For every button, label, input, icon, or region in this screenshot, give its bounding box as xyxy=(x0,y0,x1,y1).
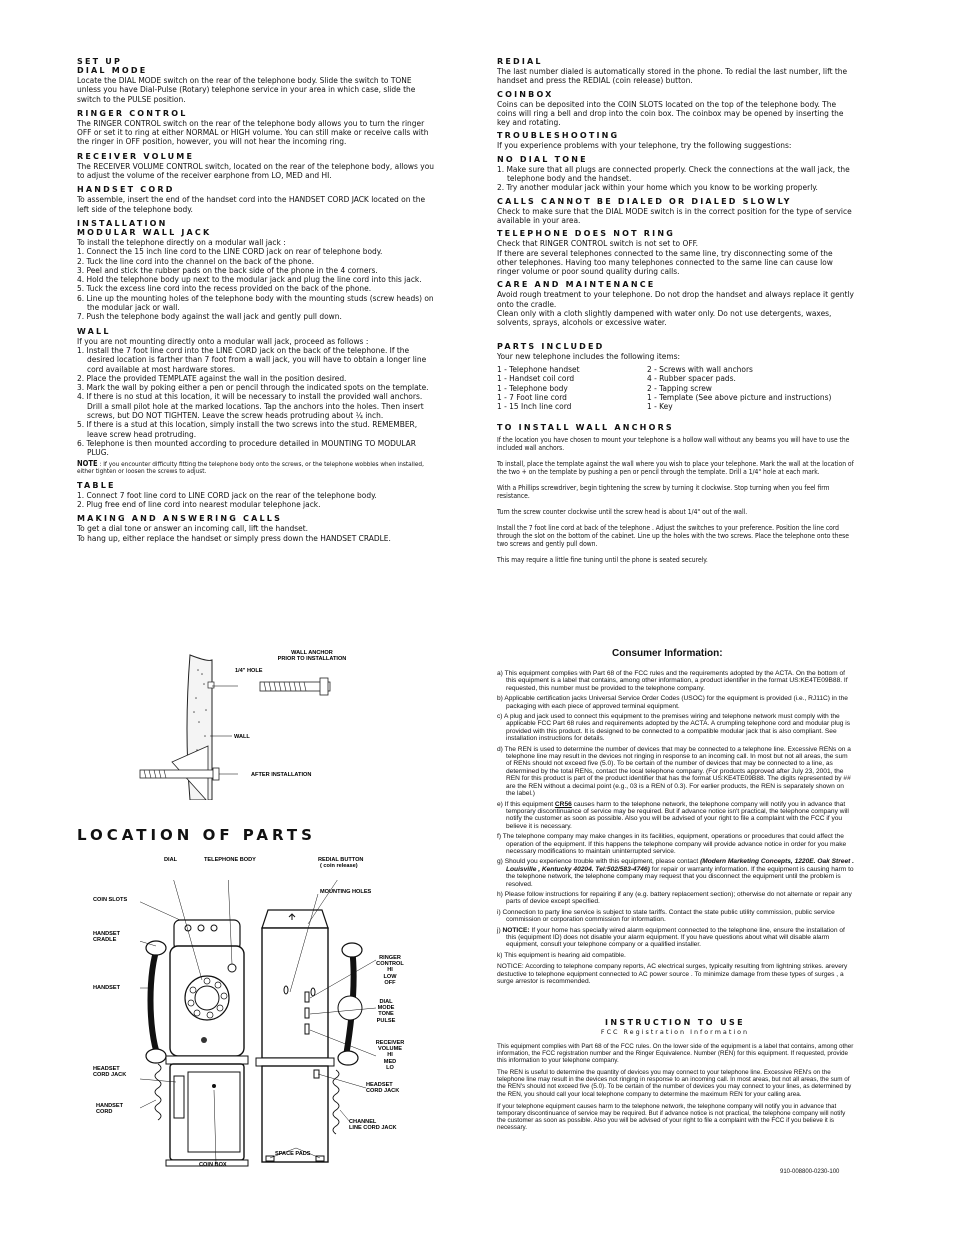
redial-text: The last number dialed is automatically stored in the phone. To redial the last number, lift the handset and press the REDIAL (coin release) button. xyxy=(497,66,848,86)
surge-notice: NOTICE: According to telephone company reports, AC electrical surges, typically resulting from lightning strikes. arevery destuctive to telephone equipment connected to AC power source . To minimize damage from these types of surges , a surge arrestor is recommended. xyxy=(497,963,848,986)
list-item: 2. Plug free end of line cord into nearest modular telephone jack. xyxy=(77,498,321,509)
anchors-para: If the location you have chosen to mount your telephone is a hollow wall without any beams you will have to use the included wall anchors. xyxy=(497,436,850,453)
label-receiver-volume: RECEIVER VOLUME HI MED LO xyxy=(375,1040,405,1071)
receiver-heading: RECEIVER VOLUME xyxy=(77,151,195,161)
instruction-text xyxy=(497,1043,854,1131)
modular-intro: To install the telephone directly on a modular wall jack : xyxy=(77,236,286,247)
hole-label: 1/4" HOLE xyxy=(235,668,263,674)
consumer-item: g) Should you experience trouble with this equipment, please contact (Modern Marketing Concepts, 1220E. Oak Street . Louisville , Kentucky 40204. Tel:502/583-4746) for repair or warranty information. If the equipment is causing harm to the telephone network, the telephone company may request that you disconnect the equipment until the problem is resolved. xyxy=(497,858,854,888)
instruction-para: This equipment complies with Part 68 of the FCC rules. On the lower side of the equipment is a label that contains, among other information, the FCC registration number and the Ringer Equivalence. Number (REN) for this equipment. If requested, provide this information to your telephone company. xyxy=(497,1043,854,1065)
trouble-heading: TROUBLESHOOTING xyxy=(497,131,620,141)
list-item: 4 - Rubber spacer pads. xyxy=(647,373,736,384)
list-item: 3. Mark the wall by poking either a pen or pencil through the indicated spots on the template. xyxy=(77,382,429,393)
label-mounting-holes: MOUNTING HOLES xyxy=(320,889,372,895)
list-item: 1. Connect the 15 inch line cord to the LINE CORD jack on rear of telephone body. xyxy=(77,246,383,257)
parts-intro: Your new telephone includes the following items: xyxy=(497,350,681,361)
list-item: 3. Peel and stick the rubber pads on the back side of the phone in the 4 corners. xyxy=(77,264,378,275)
modular-steps xyxy=(77,247,434,321)
coinbox-heading: COINBOX xyxy=(497,89,554,99)
care-line: Avoid rough treatment to your telephone. Do not drop the handset and always replace it gently onto the cradle. xyxy=(497,289,854,309)
list-item: 2. Tuck the line cord into the channel on the back of the phone. xyxy=(77,255,314,266)
calls-heading: CALLS CANNOT BE DIALED OR DIALED SLOWLY xyxy=(497,196,792,206)
list-item: 7. Push the telephone body against the wall jack and gently pull down. xyxy=(77,311,342,322)
document-number: 910-008800-0230-100 xyxy=(780,1169,840,1175)
label-coin-slots: COIN SLOTS xyxy=(93,897,128,903)
list-item: 1. Make sure that all plugs are connected properly. Check the connections at the wall jack, the telephone body and the handset. xyxy=(497,163,850,184)
redial-heading: REDIAL xyxy=(497,57,543,66)
notring-line: If there are several telephones connected to the same line, try disconnecting some of the other telephones. Having too many telephones connected to the same line can cause low ringer volume or poor sound quality during calls. xyxy=(497,247,833,277)
coinbox-text: Coins can be deposited into the COIN SLOTS located on the top of the telephone body. The coins will ring a bell and drop into the coin box. The coinbox may be opened by inserting the key and rotating. xyxy=(497,98,844,128)
calls-text: Check to make sure that the DIAL MODE switch is in the correct position for the type of service available in your area. xyxy=(497,205,852,225)
label-handset-cord: HANDSET CORD xyxy=(96,1103,124,1116)
instruction-para: If your telephone equipment causes harm to the telephone network, the telephone company will notify you in advance that temporary discontinuance of service may be required. But if advance notice is not practical, the telephone company will notify the customer as soon as possible. Also you will be advised of your right to file a complaint with the FCC if you believe it is necessary. xyxy=(497,1102,846,1131)
label-headset-cord-jack-right: HEADSET CORD JACK xyxy=(366,1082,400,1095)
list-item: 2. Try another modular jack within your home which you know to be working properly. xyxy=(497,182,818,193)
note xyxy=(77,460,434,476)
consumer-item: f) The telephone company may make changes in its facilities, equipment, operations or procedures that could affect the operation of the equipment. If this happens the telephone company will provide advance notice in order for you make necessary modifications to maintain uninterrupted service. xyxy=(497,833,847,855)
consumer-item: i) Connection to party line service is subject to state tariffs. Contact the state public utility commission, public service commission or corporation commission for information. xyxy=(497,908,835,924)
label-dial: DIAL xyxy=(164,857,178,863)
consumer-item: a) This equipment complies with Part 68 of the FCC rules and the requirements adopted by the ACTA. On the bottom of this equipment is a label that contains, among other information, a product identifier in the format US:KE4TE09B88. If requested, this number must be provided to the telephone company. xyxy=(497,670,848,692)
equipment-code: CR56 xyxy=(554,800,572,808)
label-handset: HANDSET xyxy=(93,985,121,991)
receiver-text: The RECEIVER VOLUME CONTROL switch, located on the rear of the telephone body, allows you to adjust the volume of the receiver earphone from LO, MED and HI. xyxy=(77,160,435,181)
label-channel: CHANNEL LINE CORD JACK xyxy=(349,1119,397,1132)
label-coin-box: COIN BOX xyxy=(199,1162,227,1168)
table-steps xyxy=(77,491,434,510)
list-item: 1 - Telephone handset xyxy=(497,363,580,374)
anchors-para: With a Phillips screwdriver, begin tightening the screw by turning it clockwise. Stop turning when you feel firm resistance. xyxy=(497,484,830,501)
label-telephone-body: TELEPHONE BODY xyxy=(204,857,256,863)
label-redial-button: REDIAL BUTTON xyxy=(318,857,364,863)
dial-mode-text: Locate the DIAL MODE switch on the rear of the telephone body. Slide the switch to TONE unless you have Dial-Pulse (Rotary) telephone service in your area in which case, slide the switch to the PULSE position. xyxy=(77,75,416,104)
consumer-item: k) This equipment is hearing aid compatible. xyxy=(497,951,626,959)
consumer-item: h) Please follow instructions for repairing if any (e.g. battery replacement section); otherwise do not alternate or repair any parts of device except specified. xyxy=(497,890,852,906)
list-item: 1 - Handset coil cord xyxy=(497,373,575,384)
list-item: 2. Place the provided TEMPLATE against the wall in the position desired. xyxy=(77,372,347,383)
phone-diagram xyxy=(140,880,380,1170)
wall-anchor-label: WALL ANCHOR PRIOR TO INSTALLATION xyxy=(277,650,347,663)
list-item: 1 - 7 Foot line cord xyxy=(497,391,567,402)
right-column xyxy=(497,54,854,572)
location-title: LOCATION OF PARTS xyxy=(77,826,316,844)
parts-list xyxy=(497,365,854,411)
wall-intro: If you are not mounting directly onto a modular wall jack, proceed as follows : xyxy=(77,335,369,346)
list-item: 1 - Key xyxy=(647,401,673,412)
instruction-header xyxy=(497,1018,853,1036)
note-label: NOTE xyxy=(77,458,98,468)
consumer-item: c) A plug and jack used to connect this equipment to the premises wiring and telephone network must comply with the applicable FCC Part 68 rules and requirements adopted by the ACTA. A crumpling telephone cord and modular plug is provided with this product. It is designed to be connected to a compatible modular jack that is also compliant. See installation instructions for details. xyxy=(497,713,851,743)
anchors-para: To install, place the template against the wall where you wish to place your telephone. Mark the wall at the location of the two + on the template by pushing a pen or pencil through the template. Drill a 1/4" hole at each mark. xyxy=(497,460,854,477)
anchors-text xyxy=(497,436,854,564)
list-item: 1 - Template (See above picture and instructions) xyxy=(647,391,832,402)
notice-label: NOTICE: xyxy=(502,926,530,934)
list-item: 1 - Telephone body xyxy=(497,382,568,393)
consumer-item: d) The REN is used to determine the number of devices that may be connected to a telephone line. Excessive RENs on a telephone line may result in the devices not ringing in response to an incoming call. In most but not all areas, the sum of RENs should not exceed five (5.0). To be certain of the number of devices that may be connected to a line, as determined by the total RENs, contact the local telephone company. (For products approved after July 23, 2001, the REN for this product is part of the product identifier that has the format US:KE4TE09B88. The digits represented by ## are the REN without a decimal point (e.g., 03 is a REN of 0.3). For earlier products, the REN is separately shown on the label.) xyxy=(497,745,851,798)
contact-address: (Modern Marketing Concepts, 1220E. Oak Street . Louisville , Kentucky 40204. Tel:502/583-4746) xyxy=(506,858,854,873)
instruction-subtitle: FCC Registration Information xyxy=(600,1028,750,1036)
anchors-para: This may require a little fine tuning until the phone is seated securely. xyxy=(497,556,708,565)
list-item: 1. Install the 7 foot line cord into the LINE CORD jack on the back of the telephone. If the desired location is farther than 7 foot from a wall jack, you will have to obtain a longer line cord available at most hardware stores. xyxy=(77,344,427,374)
label-space-pads: SPACE PADS xyxy=(275,1151,311,1157)
anchors-para: Install the 7 foot line cord at back of the telephone . Adjust the switches to your preference. Position the line cord through the slot on the bottom of the cabinet. Line up the holes with the two screws. Place the telephone onto these two screws and gently pull down. xyxy=(497,524,849,549)
label-coin-release: ( coin release) xyxy=(320,863,358,869)
list-item: 1 - 15 Inch line cord xyxy=(497,401,572,412)
table-heading: TABLE xyxy=(77,480,116,490)
consumer-item: e) If this equipment CR56 causes harm to the telephone network, the telephone company will notify you in advance that temporary discontinuance of service may be required. But if advance notice isn't practical, the telephone company will notify the customer as soon as possible. Also you will be advised of your right to file a complaint with the FCC if you believe it is necessary. xyxy=(497,800,849,830)
left-column xyxy=(77,54,434,543)
note-text: : If you encounter difficulty fitting the telephone body onto the screws, or the telephone wobbles when installed, either tighten or loosen the screws to adjust. xyxy=(77,459,424,476)
label-ringer-control: RINGER CONTROL HI LOW OFF xyxy=(376,955,404,986)
care-line: Clean only with a cloth slightly dampened with water only. Do not use detergents, waxes, solvents, sprays, alcohols or excessive water. xyxy=(497,308,832,328)
setup-heading: SET UP xyxy=(77,57,123,66)
handset-heading: HANDSET CORD xyxy=(77,185,175,195)
consumer-title: Consumer Information: xyxy=(612,648,723,659)
label-headset-cord-jack-left: HEADSET CORD JACK xyxy=(93,1066,127,1079)
consumer-item: b) Applicable certification jacks Universal Service Order Codes (USOC) for the equipment is provided (i.e., RJ11C) in the packaging with each piece of approved terminal equipment. xyxy=(497,695,848,710)
care-heading: CARE AND MAINTENANCE xyxy=(497,280,656,290)
ringer-heading: RINGER CONTROL xyxy=(77,108,188,118)
notring-heading: TELEPHONE DOES NOT RING xyxy=(497,229,675,239)
instruction-title: INSTRUCTION TO USE xyxy=(604,1018,746,1027)
nodial-steps xyxy=(497,165,854,193)
wall-steps xyxy=(77,346,434,458)
list-item: 5. Tuck the excess line cord into the recess provided on the back of the phone. xyxy=(77,283,372,294)
list-item: 4. If there is no stud at this location, it will be necessary to install the provided wall anchors. Drill a small pilot hole at the marked locations. Tap the anchors into the holes. Then insert screws, but DO NOT TIGHTEN. Leave the screw heads protruding about ¼ inch. xyxy=(77,391,424,421)
list-item: 4. Hold the telephone body up next to the modular jack and plug the line cord into this jack. xyxy=(77,274,422,285)
list-item: 1. Connect 7 foot line cord to LINE CORD jack on the rear of the telephone body. xyxy=(77,489,377,500)
modular-heading: MODULAR WALL JACK xyxy=(77,227,212,237)
wall-label: WALL xyxy=(234,734,250,740)
parts-heading: PARTS INCLUDED xyxy=(497,341,605,351)
making-line: To hang up, either replace the handset or simply press down the HANDSET CRADLE. xyxy=(77,532,391,543)
consumer-item: j) NOTICE: If your home has specially wired alarm equipment connected to the telephone line, ensure the installation of this (equipment ID) does not disable your alarm equipment. If you have questions about what will disable alarm equipment, consult your telephone company or a qualified installer. xyxy=(497,926,845,949)
making-line: To get a dial tone or answer an incoming call, lift the handset. xyxy=(77,523,309,534)
notring-line: Check that RINGER CONTROL switch is not set to OFF. xyxy=(497,238,698,249)
list-item: 6. Line up the mounting holes of the telephone body with the mounting studs (screw heads) on the modular jack or wall. xyxy=(77,292,434,313)
handset-text: To assemble, insert the end of the handset cord into the HANDSET CORD JACK located on the left side of the telephone body. xyxy=(77,194,426,214)
installation-heading: INSTALLATION xyxy=(77,218,168,228)
label-dial-mode: DIAL MODE TONE PULSE xyxy=(376,999,396,1024)
list-item: 6. Telephone is then mounted according to procedure detailed in MOUNTING TO MODULAR PLUG. xyxy=(77,437,416,458)
anchors-heading: TO INSTALL WALL ANCHORS xyxy=(497,423,674,433)
list-item: 5. If there is a stud at this location, simply install the two screws into the stud. REMEMBER, leave screw head protruding. xyxy=(77,419,418,439)
after-installation-label: AFTER INSTALLATION xyxy=(251,772,312,778)
list-item: 2 - Tapping screw xyxy=(647,382,712,393)
nodial-heading: NO DIAL TONE xyxy=(497,154,588,164)
parts-col2 xyxy=(647,365,831,411)
dial-mode-heading: DIAL MODE xyxy=(77,66,148,75)
making-heading: MAKING AND ANSWERING CALLS xyxy=(77,514,283,524)
list-item: 2 - Screws with wall anchors xyxy=(647,363,753,374)
parts-col1 xyxy=(497,365,647,411)
consumer-info xyxy=(497,670,854,985)
trouble-text: If you experience problems with your telephone, try the following suggestions: xyxy=(497,140,792,151)
ringer-text: The RINGER CONTROL switch on the rear of the telephone body allows you to turn the ringer OFF or set it to ring at either NORMAL or HIGH volume. You can still make or receive calls with the ringer in OFF position, however, you will not hear the incoming ring. xyxy=(77,117,429,147)
wall-heading: WALL xyxy=(77,326,111,336)
label-handset-cradle: HANDSET CRADLE xyxy=(93,931,121,944)
anchors-para: Turn the screw counter clockwise until the screw head is about 1/4" out of the wall. xyxy=(497,508,748,517)
instruction-para: The REN is useful to determine the quantity of devices you may connect to your telephone line. Excessive REN's on the telephone line may result in the devices not ringing in response to an incoming call. In most areas, but not all areas, the sum of the REN's should not exceed five (5.0). To be certain of the number of devices you may connect to your lines, as determined by the REN, you should call your local telephone company to determine the maximum REN for your calling area. xyxy=(497,1069,852,1098)
